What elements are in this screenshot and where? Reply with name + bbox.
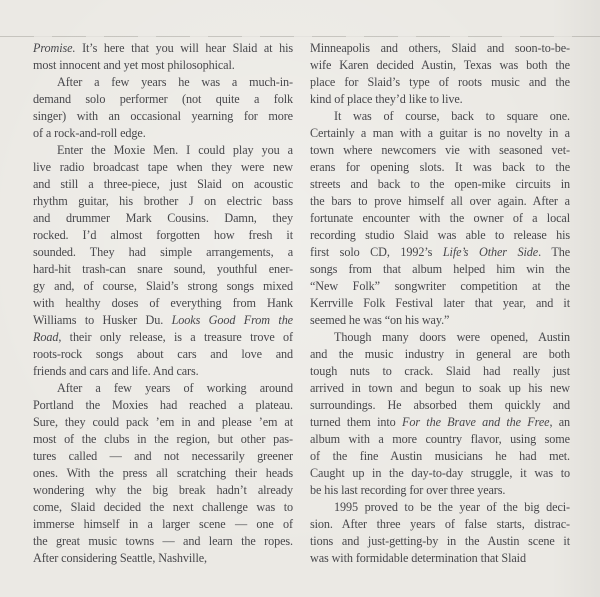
text-line: and the music industry in general are both [310, 347, 570, 361]
text-line: streets and back to the open-mike circuits in [310, 177, 570, 191]
text-line: tough nuts to crack. Slaid had really just [310, 364, 570, 378]
text-line: fortunate encounter with the owner of a local [310, 211, 570, 225]
paragraph [310, 108, 570, 329]
text-line: gy and, of course, Slaid’s strong songs mixed [33, 279, 293, 293]
paragraph [33, 40, 293, 74]
text-line: wondering why the big break hadn’t already [33, 483, 293, 497]
text-line: hard-hit trash-can snare sound, youthful ener- [33, 262, 293, 276]
text-line: most innocent and yet most philosophical. [33, 58, 235, 72]
text-line: sounded. They had simple arrangements, a [33, 245, 293, 259]
text-column-right [310, 40, 570, 567]
text-line: Portland the Moxies had reached a plateau. [33, 398, 293, 412]
text-line: arrived in town and begun to soak up his new [310, 381, 570, 395]
text-line: Minneapolis and others, Slaid and soon-to-be- [310, 41, 570, 55]
text-line: place for Slaid’s type of roots music and the [310, 75, 570, 89]
text-line: 1995 proved to be the year of the big deci- [334, 500, 570, 514]
text-line: and drummer Mark Cousins. Damn, they [33, 211, 293, 225]
text-line: songs from that album helped him win the [310, 262, 570, 276]
text-column-left [33, 40, 293, 567]
text-line: “New Folk” songwriter competition at the [310, 279, 570, 293]
text-line: of the fine Austin musicians he had met. [310, 449, 570, 463]
text-line: demand solo performer (not quite a folk [33, 92, 293, 106]
crease-line [0, 36, 600, 37]
text-line: Kerrville Folk Festival later that year, and it [310, 296, 570, 310]
text-line: roots-rock songs about cars and love and [33, 347, 293, 361]
text-line: be his last recording for over three years. [310, 483, 506, 497]
paragraph [310, 40, 570, 108]
text-columns [33, 40, 570, 567]
paragraph [310, 329, 570, 499]
text-line: After a few years of working around [57, 381, 293, 395]
text-line: kind of place they’d like to live. [310, 92, 463, 106]
paragraph [310, 499, 570, 567]
text-line: Williams to Husker Du. Looks Good From the [33, 313, 293, 327]
text-line: Though many doors were opened, Austin [334, 330, 570, 344]
text-line: town where newcomers vie with seasoned vet- [310, 143, 570, 157]
text-line: surroundings. He absorbed them quickly and [310, 398, 570, 412]
text-line: Sure, they could pack ’em in and please ’em at [33, 415, 293, 429]
text-line: recording studio Slaid was able to release his [310, 228, 570, 242]
text-line: wife Karen decided Austin, Texas was both the [310, 58, 570, 72]
text-line: immerse himself in a larger scene — one of [33, 517, 293, 531]
text-line: Road, their only release, is a treasure trove of [33, 330, 293, 344]
text-line: turned them into For the Brave and the Free, an [310, 415, 570, 429]
text-line: with healthy doses of everything from Hank [33, 296, 293, 310]
text-line: After considering Seattle, Nashville, [33, 551, 207, 565]
text-line: ones. With the press all scratching their heads [33, 466, 293, 480]
text-line: first solo CD, 1992’s Life’s Other Side. The [310, 245, 571, 259]
text-line: rhythm guitar, his brother J on electric bass [33, 194, 293, 208]
text-line: erans for opening slots. It was back to the [310, 160, 570, 174]
text-line: Caught up in the day-to-day struggle, it was to [310, 466, 570, 480]
text-line: seemed he was “on his way.” [310, 313, 450, 327]
text-line: was with formidable determination that Slaid [310, 551, 526, 565]
text-line: live radio broadcast tape when they were new [33, 160, 293, 174]
text-line: sion. After three years of false starts, distrac- [310, 517, 570, 531]
text-line: of a rock-and-roll edge. [33, 126, 146, 140]
text-line: most of the clubs in the region, but other pas- [33, 432, 293, 446]
text-line: tures called — and not necessarily greener [33, 449, 293, 463]
text-line: Promise. It’s here that you will hear Slaid at his [33, 41, 293, 55]
text-line: singer) with an occasional yearning for more [33, 109, 293, 123]
text-line: After a few years he was a much-in- [57, 75, 293, 89]
text-line: the great music towns — and learn the ropes. [33, 534, 293, 548]
paragraph [33, 74, 293, 142]
text-line: album with a more country flavor, using some [310, 432, 570, 446]
text-line: tions and just-getting-by in the Austin scene it [310, 534, 570, 548]
text-line: rocked. I’d almost forgotten how fresh it [33, 228, 293, 242]
text-line: Certainly a man with a guitar is no novelty in a [310, 126, 570, 140]
paragraph [33, 380, 293, 567]
text-line: come, Slaid decided the next challenge was to [33, 500, 293, 514]
text-line: the bars to prove himself all over again. After a [310, 194, 570, 208]
text-line: Enter the Moxie Men. I could play you a [57, 143, 293, 157]
text-line: friends and cars and life. And cars. [33, 364, 199, 378]
text-line: It was of course, back to square one. [334, 109, 570, 123]
paragraph [33, 142, 293, 380]
text-line: and still a three-piece, just Slaid on acoustic [33, 177, 293, 191]
